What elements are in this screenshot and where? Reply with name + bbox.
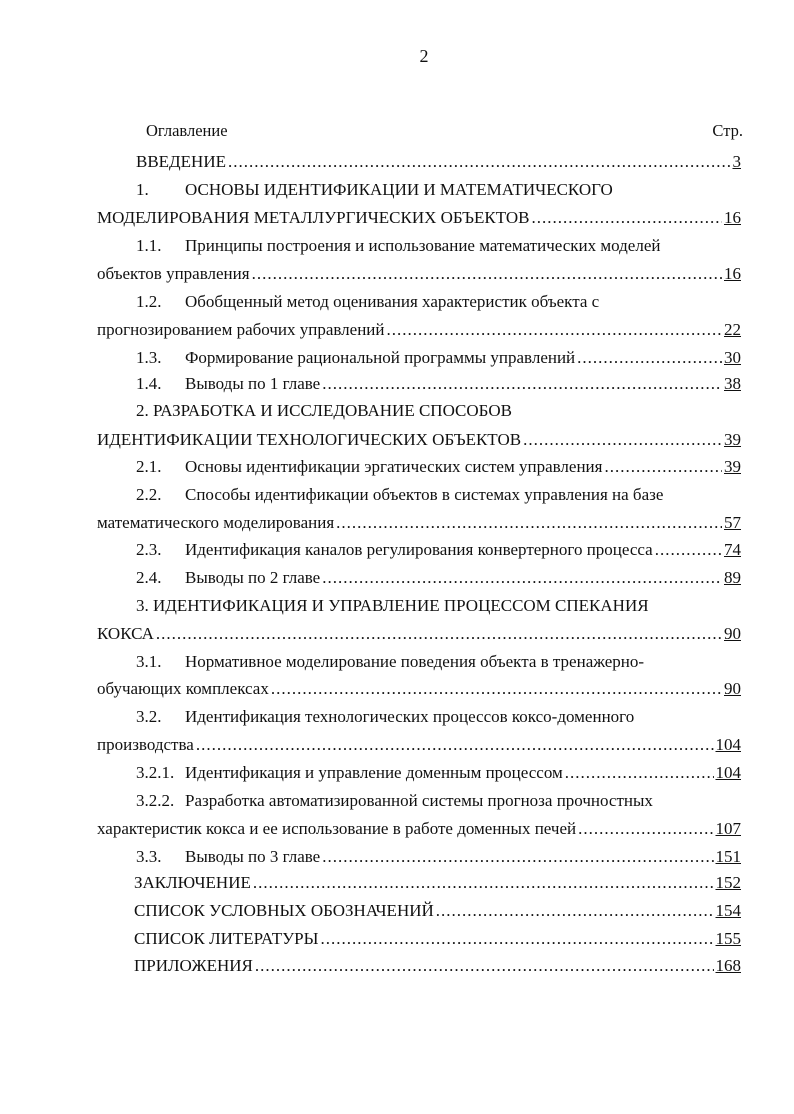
toc-entry-title: Идентификация каналов регулирования конвертерного процесса <box>185 540 653 559</box>
toc-entry-title: Основы идентификации эргатических систем управления <box>185 457 603 476</box>
dot-leader <box>255 954 714 978</box>
toc-page-link[interactable]: 107 <box>715 819 741 838</box>
toc-entry-title: математического моделирования <box>97 513 335 532</box>
toc-entry-title: 2. РАЗРАБОТКА И ИССЛЕДОВАНИЕ СПОСОБОВ <box>136 401 512 420</box>
toc-entry-number: 1. <box>136 180 149 199</box>
toc-entry-title: объектов управления <box>97 264 250 283</box>
toc-entry-title: Выводы по 2 главе <box>185 568 321 587</box>
toc-page-link[interactable]: 74 <box>724 540 741 559</box>
dot-leader <box>253 871 714 895</box>
toc-entry-title: Выводы по 3 главе <box>185 847 321 866</box>
toc-entry-number: 2.3. <box>136 540 162 559</box>
dot-leader <box>320 927 713 951</box>
dot-leader <box>322 372 722 396</box>
toc-entry-number: 3.1. <box>136 652 162 671</box>
toc-entry-title: Способы идентификации объектов в системах управления на базе <box>185 485 664 504</box>
toc-entry-title: прогнозированием рабочих управлений <box>97 320 385 339</box>
toc-entry-title: Нормативное моделирование поведения объекта в тренажерно- <box>185 652 645 671</box>
dot-leader <box>577 346 722 370</box>
dot-leader <box>578 817 713 841</box>
toc-page-link[interactable]: 90 <box>724 624 741 643</box>
toc-page-link[interactable]: 104 <box>715 763 741 782</box>
toc-page-link[interactable]: 152 <box>715 873 741 892</box>
toc-page-link[interactable]: 39 <box>724 430 741 449</box>
toc-entry-title: производства <box>97 735 194 754</box>
toc-entry-number: 3.2. <box>136 707 162 726</box>
toc-entry-title: МОДЕЛИРОВАНИЯ МЕТАЛЛУРГИЧЕСКИХ ОБЪЕКТОВ <box>97 208 530 227</box>
toc-entry-title: Обобщенный метод оценивания характеристик объекта с <box>185 292 600 311</box>
toc-page-link[interactable]: 22 <box>724 320 741 339</box>
toc-entry-title: Принципы построения и использование математических моделей <box>185 236 661 255</box>
toc-entry-title: обучающих комплексах <box>97 679 269 698</box>
toc-entry-number: 2.4. <box>136 568 162 587</box>
dot-leader <box>436 899 714 923</box>
dot-leader <box>271 677 722 701</box>
dot-leader <box>336 511 722 535</box>
page-column-label: Стр. <box>712 121 743 140</box>
toc-entry-title: ВВЕДЕНИЕ <box>136 152 226 171</box>
toc-entry-title: характеристик кокса и ее использование в работе доменных печей <box>97 819 577 838</box>
toc-entry-number: 2.1. <box>136 457 162 476</box>
toc-page-link[interactable]: 155 <box>715 929 741 948</box>
toc-entry-title: СПИСОК УСЛОВНЫХ ОБОЗНАЧЕНИЙ <box>134 901 434 920</box>
toc-entry-number: 1.1. <box>136 236 162 255</box>
toc-page-link[interactable]: 151 <box>715 847 741 866</box>
dot-leader <box>322 845 713 869</box>
toc-page-link[interactable]: 16 <box>724 208 741 227</box>
page-number: 2 <box>419 46 429 66</box>
dot-leader <box>655 538 722 562</box>
toc-page-link[interactable]: 38 <box>724 374 741 393</box>
dot-leader <box>523 428 722 452</box>
toc-page-link[interactable]: 168 <box>715 956 741 975</box>
toc-entry-number: 1.3. <box>136 348 162 367</box>
dot-leader <box>322 566 722 590</box>
toc-entry-title: ЗАКЛЮЧЕНИЕ <box>134 873 251 892</box>
toc-page-link[interactable]: 104 <box>715 735 741 754</box>
dot-leader <box>565 761 714 785</box>
toc-heading: Оглавление <box>146 121 228 140</box>
toc-entry-title: ПРИЛОЖЕНИЯ <box>134 956 253 975</box>
toc-entry-title: КОКСА <box>97 624 154 643</box>
toc-page-link[interactable]: 154 <box>715 901 741 920</box>
dot-leader <box>252 262 722 286</box>
toc-entry-number: 2.2. <box>136 485 162 504</box>
dot-leader <box>228 150 731 174</box>
dot-leader <box>387 318 723 342</box>
toc-entry-title: Идентификация технологических процессов коксо-доменного <box>185 707 635 726</box>
toc-entry-title: Выводы по 1 главе <box>185 374 321 393</box>
toc-entry-title: Разработка автоматизированной системы прогноза прочностных <box>185 791 653 810</box>
toc-entry-title: Формирование рациональной программы управлений <box>185 348 576 367</box>
toc-entry-title: СПИСОК ЛИТЕРАТУРЫ <box>134 929 319 948</box>
toc-entry-number: 3.3. <box>136 847 162 866</box>
dot-leader <box>156 622 722 646</box>
toc-page-link[interactable]: 90 <box>724 679 741 698</box>
dot-leader <box>532 206 722 230</box>
toc-entry-title: Идентификация и управление доменным процессом <box>185 763 563 782</box>
toc-page-link[interactable]: 89 <box>724 568 741 587</box>
toc-page-link[interactable]: 3 <box>732 152 741 171</box>
dot-leader <box>604 455 722 479</box>
toc-page-link[interactable]: 30 <box>724 348 741 367</box>
toc-entry-number: 1.4. <box>136 374 162 393</box>
dot-leader <box>196 733 714 757</box>
toc-entry-title: ОСНОВЫ ИДЕНТИФИКАЦИИ И МАТЕМАТИЧЕСКОГО <box>185 180 613 199</box>
toc-entry-number: 3.2.2. <box>136 791 175 810</box>
toc-entry-number: 3.2.1. <box>136 763 175 782</box>
toc-entry-title: ИДЕНТИФИКАЦИИ ТЕХНОЛОГИЧЕСКИХ ОБЪЕКТОВ <box>97 430 522 449</box>
toc-page-link[interactable]: 57 <box>724 513 741 532</box>
toc-entry-number: 1.2. <box>136 292 162 311</box>
toc-entry-title: 3. ИДЕНТИФИКАЦИЯ И УПРАВЛЕНИЕ ПРОЦЕССОМ СПЕКАНИЯ <box>136 596 649 615</box>
toc-page-link[interactable]: 39 <box>724 457 741 476</box>
toc-page-link[interactable]: 16 <box>724 264 741 283</box>
